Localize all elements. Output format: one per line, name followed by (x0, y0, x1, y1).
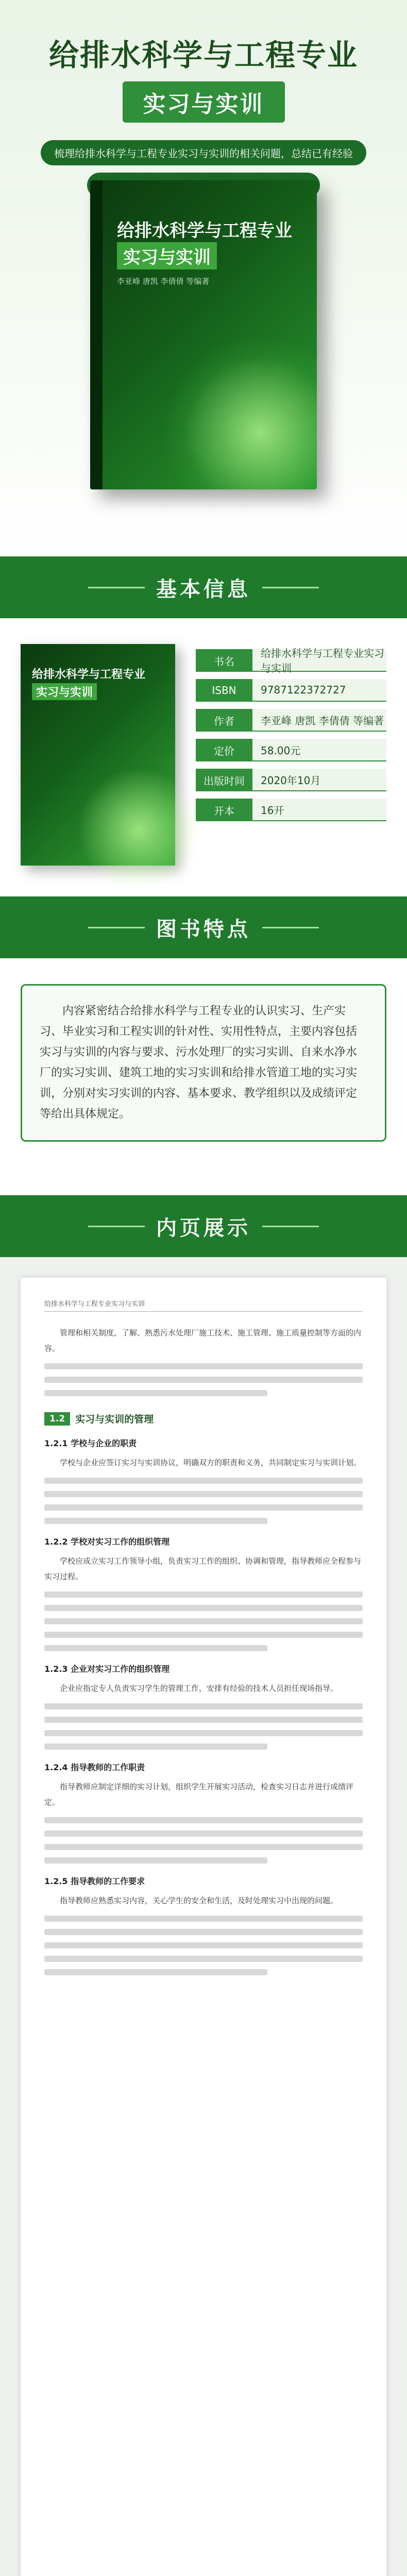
book-spine (90, 180, 103, 489)
book-title-line1: 给排水科学与工程专业 (117, 221, 292, 241)
book-cover-thumbnail (21, 644, 175, 866)
text-placeholder-line (44, 1377, 363, 1383)
text-placeholder-line (44, 1504, 363, 1511)
paragraph: 管理和相关制度，了解、熟悉污水处理厂施工技术、施工管理、施工质量控制等方面的内容。 (44, 1328, 362, 1353)
book-authors: 李亚峰 唐凯 李倩倩 等编著 (117, 277, 210, 286)
text-placeholder-line (44, 1969, 267, 1975)
info-row (196, 799, 386, 821)
text-placeholder-line (44, 1390, 267, 1396)
text-placeholder-line (44, 1478, 363, 1484)
subsection-heading: 1.2.1 学校与企业的职责 (44, 1438, 137, 1448)
text-placeholder-line (44, 1730, 363, 1736)
info-value: 李亚峰 唐凯 李倩倩 等编著 (252, 709, 386, 732)
subsection-heading: 1.2.3 企业对实习工作的组织管理 (44, 1664, 170, 1674)
inner-page-preview (0, 1257, 407, 2576)
paragraph: 指导教师应熟悉实习内容，关心学生的安全和生活，及时处理实习中出现的问题。 (60, 1896, 338, 1905)
text-placeholder-line (44, 1817, 363, 1823)
features-text: 内容紧密结合给排水科学与工程专业的认识实习、生产实习、毕业实习和工程实训的针对性、实用性特点，主要内容包括实习与实训的内容与要求、污水处理厂的实习实训、自来水净水厂的实习实训、建筑工地的实习实训和给排水管道工地的实习实训，分别对实习实训的内容、基本要求、教学组织以及成绩评定等给出具体规定。 (21, 984, 386, 1142)
text-placeholder-line (44, 1942, 363, 1948)
text-placeholder-line (44, 1518, 267, 1524)
section-label: 实习与实训的管理 (75, 1414, 154, 1425)
text-placeholder-line (44, 1491, 363, 1497)
inner-page-sheet (21, 1278, 386, 2576)
divider (88, 587, 145, 588)
text-placeholder-line (44, 1717, 363, 1723)
divider (262, 1226, 319, 1227)
info-value: 给排水科学与工程专业实习与实训 (252, 649, 386, 672)
text-placeholder-line (44, 1605, 363, 1611)
basic-info-panel (0, 618, 407, 896)
info-row (196, 649, 386, 672)
info-key: ISBN (196, 679, 252, 702)
section-heading (44, 1412, 363, 1426)
text-placeholder-line (44, 1857, 267, 1863)
info-row (196, 679, 386, 702)
paragraph: 指导教师应制定详细的实习计划，组织学生开展实习活动，检查实习日志并进行成绩评定。 (44, 1782, 354, 1807)
text-placeholder-line (44, 1844, 363, 1850)
book-title-line2: 实习与实训 (117, 242, 217, 269)
text-placeholder-line (44, 1632, 363, 1638)
info-value: 58.00元 (252, 739, 386, 761)
divider (262, 587, 319, 588)
info-key: 开本 (196, 799, 252, 821)
text-placeholder-line (44, 1363, 363, 1369)
section-header-inner-pages (0, 1195, 407, 1257)
hero-title-block (0, 0, 407, 123)
hero-tag: 梳理给排水科学与工程专业实习与实训的相关问题，总结已有经验 (41, 140, 366, 165)
text-placeholder-line (44, 1831, 363, 1837)
hero-banner (0, 0, 407, 556)
info-row (196, 709, 386, 732)
info-row (196, 739, 386, 761)
book-cover-3d (90, 180, 317, 489)
paragraph: 企业应指定专人负责实习学生的管理工作，安排有经验的技术人员担任现场指导。 (60, 1684, 338, 1693)
info-table (196, 644, 386, 871)
section-header-basic-info (0, 556, 407, 618)
info-key: 作者 (196, 709, 252, 732)
info-key: 出版时间 (196, 769, 252, 791)
features-panel (0, 958, 407, 1195)
text-placeholder-line (44, 1743, 267, 1750)
info-key: 书名 (196, 649, 252, 672)
paragraph: 学校应成立实习工作领导小组，负责实习工作的组织、协调和管理，指导教师应全程参与实习过程。 (44, 1556, 362, 1581)
divider (262, 927, 319, 928)
text-placeholder-line (44, 1916, 363, 1922)
hero-title-line2: 实习与实训 (123, 81, 285, 123)
text-placeholder-line (44, 1703, 363, 1709)
text-placeholder-line (44, 1591, 363, 1598)
section-title: 内页展示 (156, 1216, 251, 1240)
cover-glow-decoration (77, 768, 201, 891)
text-placeholder-line (44, 1956, 363, 1962)
cover-title-line2: 实习与实训 (32, 683, 97, 700)
info-key: 定价 (196, 739, 252, 761)
paragraph: 学校与企业应签订实习与实训协议，明确双方的职责和义务，共同制定实习与实训计划。 (60, 1458, 362, 1467)
subsection-heading: 1.2.2 学校对实习工作的组织管理 (44, 1537, 170, 1547)
text-placeholder-line (44, 1929, 363, 1935)
subsection-heading: 1.2.5 指导教师的工作要求 (44, 1876, 145, 1886)
section-header-features (0, 896, 407, 958)
cover-glow-decoration (162, 335, 317, 489)
section-title: 基本信息 (156, 577, 251, 601)
cover-title-line1: 给排水科学与工程专业 (32, 668, 146, 681)
hero-title-line1: 给排水科学与工程专业 (48, 38, 358, 73)
text-placeholder-line (44, 1645, 267, 1651)
section-title: 图书特点 (156, 917, 251, 941)
info-value: 9787122372727 (252, 679, 386, 702)
divider (88, 927, 145, 928)
running-header: 给排水科学与工程专业实习与实训 (44, 1298, 363, 1312)
text-placeholder-line (44, 1618, 363, 1624)
section-number: 1.2 (44, 1412, 70, 1426)
info-value: 16开 (252, 799, 386, 821)
divider (88, 1226, 145, 1227)
subsection-heading: 1.2.4 指导教师的工作职责 (44, 1762, 145, 1772)
info-value: 2020年10月 (252, 769, 386, 791)
info-row (196, 769, 386, 791)
